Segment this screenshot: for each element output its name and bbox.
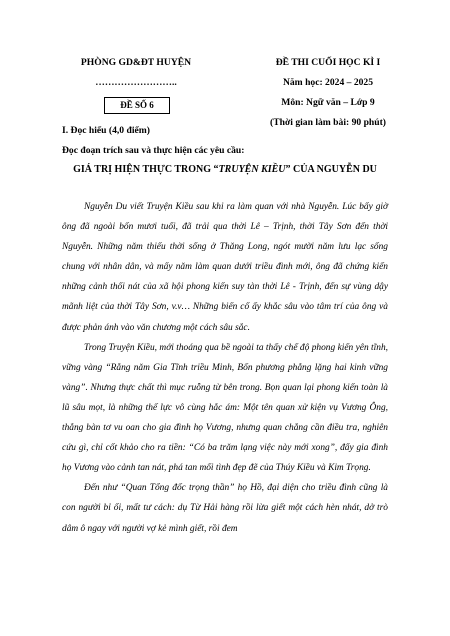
exam-code-box: ĐỀ SỐ 6 (104, 97, 170, 114)
header-left (62, 53, 210, 93)
paragraph-1: Nguyễn Du viết Truyện Kiều sau khi ra làm quan với nhà Nguyễn. Lúc bấy giờ ông đã ngoài bốn mươi tuổi, đã trải qua thời Lê – Trịnh, thời Tây Sơn đến thời Nguyễn. Những năm thiếu thời sống ở Thăng Long, ngót mười năm lưu lạc sống chung với nhân dân, và mấy năm làm quan dưới triều đình mới, ông đã chứng kiến những cảnh thối nát của xã hội phong kiến suy tàn thời Lê - Trịnh, đến sự vùng dậy mãnh liệt của thời Tây Sơn, v.v… Những biến cố ấy khắc sâu vào tâm trí của ông và được phản ánh vào văn chương một cách sâu sắc. (62, 202, 388, 333)
paragraph-2: Trong Truyện Kiều, mới thoáng qua bề ngoài ta thấy chế độ phong kiến yên tĩnh, vững vàng “Rằng năm Gia Tĩnh triều Minh, Bốn phương phẳng lặng hai kinh vững vàng”. Nhưng thực chất thì mục ruỗng từ bên trong. Bọn quan lại phong kiến toàn là lũ sâu mọt, là những thế lực vô cùng hắc ám: Một tên quan xử kiện vụ Vương Ông, thẳng bàn tơ vu oan cho gia đình họ Vương, nhưng quan chẳng cần điều tra, nghiên cứu gì, chỉ cốt khảo cho ra tiền: “Có ba trăm lạng việc này mới xong”, đẩy gia đình họ Vương vào cảnh tan nát, phá tan mối tình đẹp đẽ của Thúy Kiều và Kim Trọng. (62, 342, 388, 474)
subject: Môn: Ngữ văn – Lớp 9 (281, 97, 375, 108)
department-name: PHÒNG GD&ĐT HUYỆN (80, 57, 192, 68)
title-italic: TRUYỆN KIỀU (218, 164, 286, 175)
district-blank: …………………….. (95, 77, 177, 88)
paragraph-3: Đến như “Quan Tổng đốc trọng thần” họ Hồ, đại diện cho triều đình cũng là con người bỉ ổi, mất tư cách: dụ Từ Hải hàng rồi lừa giết một cách hèn nhát, dở trò dâm ô ngay với người vợ kẻ mình giết, rồi đem (62, 483, 388, 534)
passage-body (62, 197, 388, 539)
exam-title: ĐỀ THI CUỐI HỌC KÌ I (275, 57, 381, 68)
passage-title (62, 160, 388, 180)
time-limit: (Thời gian làm bài: 90 phút) (270, 117, 386, 128)
header-right (248, 53, 408, 133)
section-instruction: Đọc đoạn trích sau và thực hiện các yêu cầu: (62, 145, 245, 156)
school-year: Năm học: 2024 – 2025 (282, 77, 374, 88)
title-part2: ” CỦA NGUYỄN DU (285, 164, 377, 175)
section-heading: I. Đọc hiểu (4,0 điểm) (62, 125, 150, 136)
title-part1: GIÁ TRỊ HIỆN THỰC TRONG “ (73, 164, 219, 175)
